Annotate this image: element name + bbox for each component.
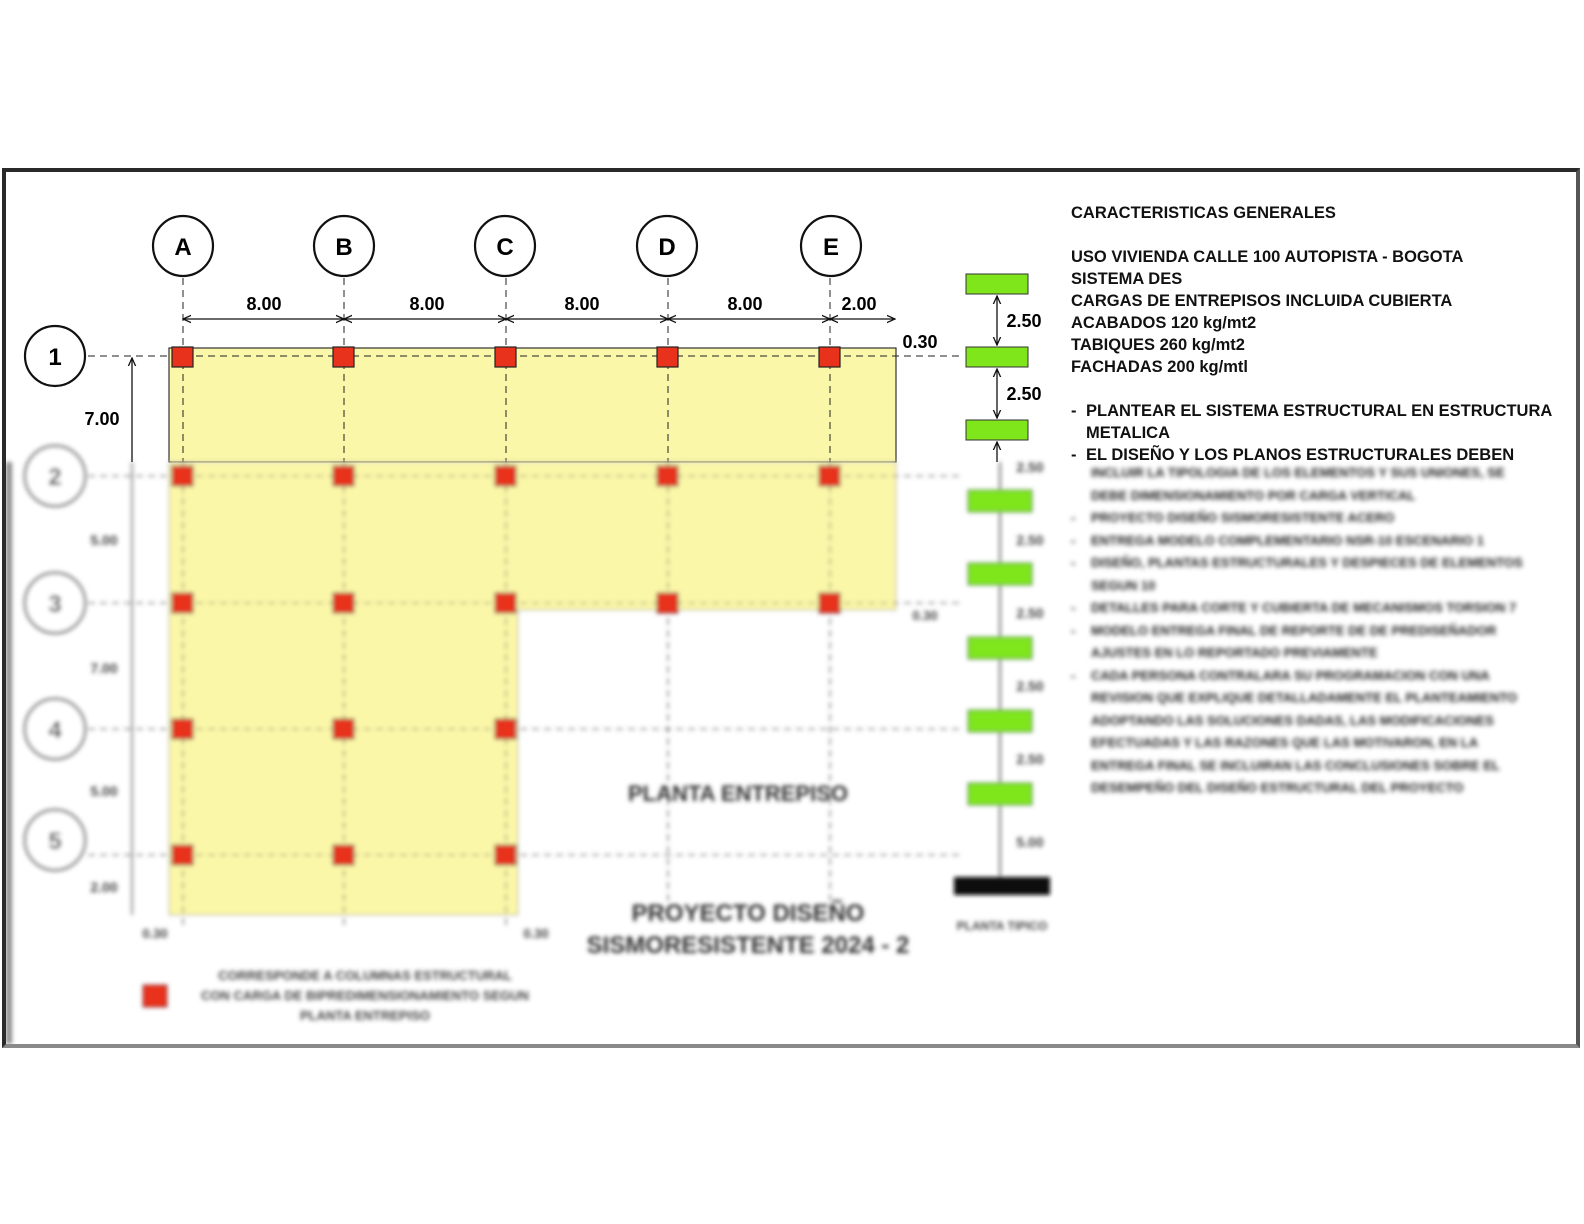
blurred-bullet: INCLUIR LA TIPOLOGIA DE LOS ELEMENTOS Y SUS UNIONES, SE DEBE DIMENSIONAMIENTO POR CARGA VERTICAL [1091,465,1505,503]
column-C4 [495,719,516,739]
project-title-line2: SISMORESISTENTE 2024 - 2 [586,932,910,959]
dim-AB: 8.00 [246,294,282,314]
floor-slab-1 [966,274,1028,294]
blurred-bullet: - CADA PERSONA CONTRALARA SU PROGRAMACION CON UNA REVISION QUE EXPLIQUE DETALLADAMENTE EL PLANTEAMIENTO ADOPTANDO LAS SOLUCIONES DADAS, LAS MODIFICACIONES EFECTUADAS Y LAS RAZONES QUE LAS MOTIVARON, EN LA ENTREGA FINAL SE INCLUIRAN LAS CONCLUSIONES SOBRE EL DESEMPEÑO DEL DISEÑO ESTRUCTURAL DEL PROYECTO [1071,667,1518,795]
elev-dim-2: 2.50 [1006,384,1042,404]
dim-row-3-4: 7.00 [90,660,118,676]
column-B5 [333,845,354,865]
dim-CD: 8.00 [564,294,600,314]
dim-BC: 8.00 [409,294,445,314]
dim-bottom-left: 0.30 [142,926,168,941]
note-line: TABIQUES 260 kg/mt2 [1071,336,1245,354]
slab-lower [169,462,896,915]
column-D1 [657,347,678,367]
bubble-2-label: 2 [48,464,62,491]
column-C3 [495,593,516,613]
blurred-bullet: - PROYECTO DISEÑO SISMORESISTENTE ACERO [1071,510,1395,525]
note-line: FACHADAS 200 kg/mtl [1071,358,1248,376]
dim-row-2-3: 5.00 [90,532,118,548]
note-bullet: - PLANTEAR EL SISTEMA ESTRUCTURAL EN ESTRUCTURA METALICA [1071,402,1552,442]
ground-level [954,877,1050,895]
column-E3 [819,593,840,613]
floor-slab-2 [966,347,1028,367]
elev-dim-7: 2.50 [1016,751,1044,767]
column-B2 [333,466,354,486]
elev-dim-6: 2.50 [1016,678,1044,694]
dim-top-offset: 0.30 [902,332,938,352]
dim-DE: 8.00 [727,294,763,314]
bubble-4-label: 4 [48,717,62,744]
elevation-sharp [966,274,1042,462]
dim-row-1-2: 7.00 [84,409,120,429]
bubble-A-label: A [174,234,192,261]
column-D2 [657,466,678,486]
note-line: ACABADOS 120 kg/mt2 [1071,314,1257,332]
elev-dim-3: 2.50 [1016,459,1044,475]
bubble-5-label: 5 [48,828,62,855]
bubble-C-label: C [496,234,514,261]
note-line: SISTEMA DES [1071,270,1183,288]
column-E2 [819,466,840,486]
note-line: USO VIVIENDA CALLE 100 AUTOPISTA - BOGOTA [1071,248,1464,266]
dim-row-4-5: 5.00 [90,783,118,799]
column-A1 [172,347,193,367]
column-A4 [172,719,193,739]
column-D3 [657,593,678,613]
elev-base-label: PLANTA TIPICO [956,919,1048,933]
column-B1 [333,347,354,367]
legend-swatch [143,985,167,1007]
column-B3 [333,593,354,613]
bubble-3-label: 3 [48,591,62,618]
blurred-notes [1071,462,1541,800]
elev-dim-1: 2.50 [1006,311,1042,331]
blurred-lower-drawing [6,446,1050,1044]
legend-line1: CORRESPONDE A COLUMNAS ESTRUCTURAL [218,968,512,983]
project-title-line1: PROYECTO DISEÑO [631,900,865,927]
column-A3 [172,593,193,613]
column-B4 [333,719,354,739]
dim-row-5-edge: 2.00 [90,879,118,895]
floor-slab-3 [966,420,1028,440]
dim-right-row3: 0.30 [912,608,938,623]
elev-dim-4: 2.50 [1016,532,1044,548]
bubble-1-label: 1 [48,344,62,371]
column-C2 [495,466,516,486]
column-C1 [495,347,516,367]
slab-upper [169,348,896,462]
dim-bottom-right: 0.30 [523,926,549,941]
column-bubbles [153,216,861,276]
blurred-bullet: - DISEÑO, PLANTAS ESTRUCTURALES Y DESPIECES DE ELEMENTOS SEGUN 10 [1071,555,1523,593]
elev-dim-base: 5.00 [1016,834,1044,850]
blurred-bullet: - ENTREGA MODELO COMPLEMENTARIO NSR-10 ESCENARIO 1 [1071,532,1484,548]
notes-heading: CARACTERISTICAS GENERALES [1071,204,1336,222]
legend-line2: CON CARGA DE BIPREDIMENSIONAMIENTO SEGUN [201,988,529,1003]
elev-dim-5: 2.50 [1016,605,1044,621]
column-A5 [172,845,193,865]
bubble-B-label: B [335,234,353,261]
general-notes [1071,202,1566,466]
dim-overhang: 2.00 [841,294,877,314]
bubble-E-label: E [822,234,840,261]
blurred-bullet: - DETALLES PARA CORTE Y CUBIERTA DE MECANISMOS TORSION 7 [1071,600,1517,615]
column-C5 [495,845,516,865]
bubble-D-label: D [658,234,676,261]
plan-label: PLANTA ENTREPISO [627,781,849,806]
column-E1 [819,347,840,367]
note-line: CARGAS DE ENTREPISOS INCLUIDA CUBIERTA [1071,292,1453,310]
blurred-bullet: - MODELO ENTREGA FINAL DE REPORTE DE DE PREDISEÑADOR AJUSTES EN LO REPORTADO PREVIAMENTE [1071,622,1497,660]
note-bullet: - EL DISEÑO Y LOS PLANOS ESTRUCTURALES DEBEN [1071,446,1515,464]
legend-line3: PLANTA ENTREPISO [299,1008,431,1023]
column-A2 [172,466,193,486]
